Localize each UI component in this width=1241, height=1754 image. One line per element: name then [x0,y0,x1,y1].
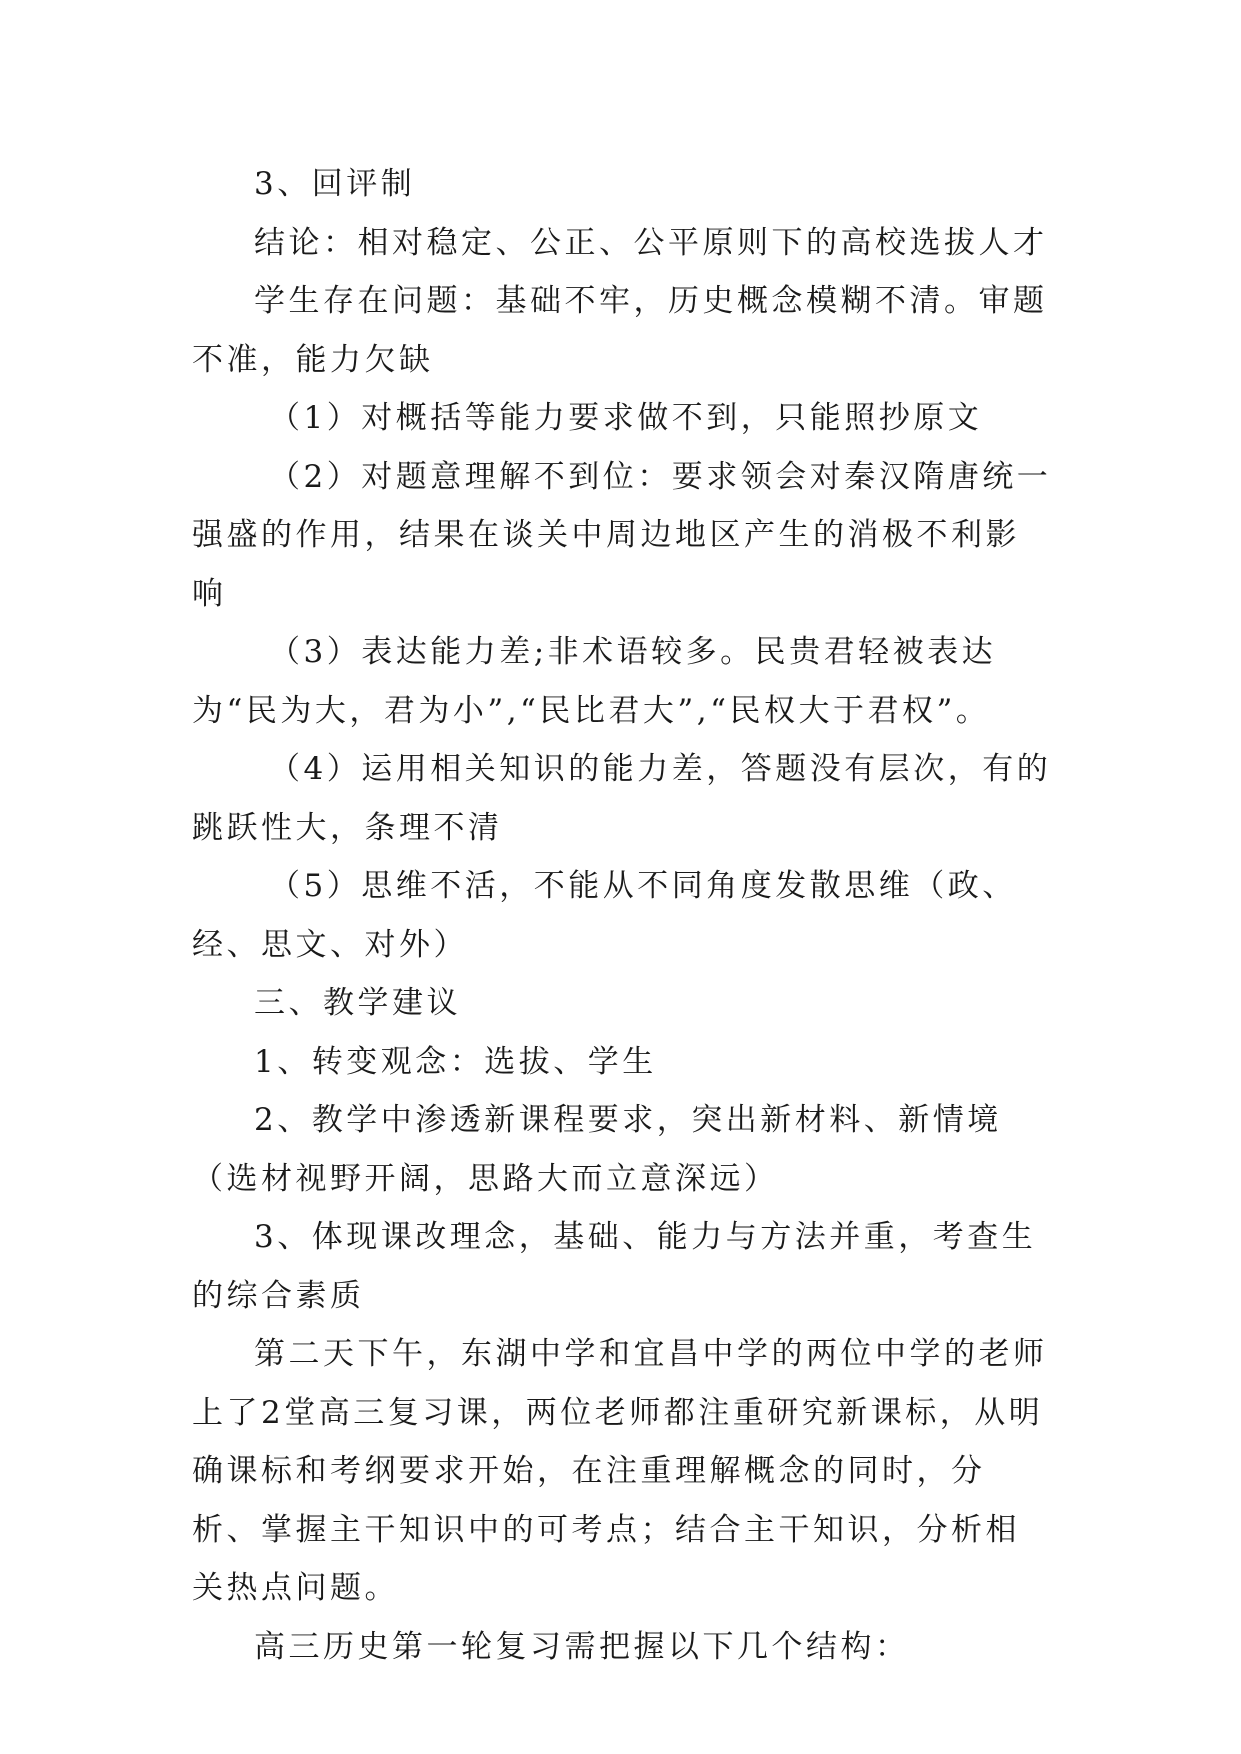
paragraph: 第二天下午，东湖中学和宜昌中学的两位中学的老师上了2堂高三复习课，两位老师都注重研究新课标，从明确课标和考纲要求开始，在注重理解概念的同时，分析、掌握主干知识中的可考点；结合主干知识，分析相关热点问题。 [192,1336,1048,1606]
list-item: （1）对概括等能力要求做不到，只能照抄原文 [269,400,983,436]
list-item: （3）表达能力差;非术语较多。民贵君轻被表达为“民为大，君为小”,“民比君大”,“民权大于君权”。 [192,634,997,729]
paragraph: 高三历史第一轮复习需把握以下几个结构： [254,1628,910,1665]
section-heading: 3、回评制 [254,166,416,202]
paragraph: 结论：相对稳定、公正、公平原则下的高校选拔人才 [254,224,1048,261]
list-item: （4）运用相关知识的能力差，答题没有层次，有的跳跃性大，条理不清 [192,751,1052,846]
paragraph: 2、教学中渗透新课程要求，突出新材料、新情境（选材视野开阔，思路大而立意深远） [192,1102,1002,1197]
document-body [192,155,1052,1676]
paragraph: 1、转变观念：选拔、学生 [254,1043,657,1080]
list-item: （2）对题意理解不到位：要求领会对秦汉隋唐统一强盛的作用，结果在谈关中周边地区产生的消极不利影响 [192,458,1052,612]
section-heading: 三、教学建议 [254,985,461,1021]
paragraph: 学生存在问题：基础不牢，历史概念模糊不清。审题不准，能力欠缺 [192,283,1048,378]
list-item: （5）思维不活，不能从不同角度发散思维（政、经、思文、对外） [192,868,1017,963]
paragraph: 3、体现课改理念，基础、能力与方法并重，考查生的综合素质 [192,1219,1037,1314]
